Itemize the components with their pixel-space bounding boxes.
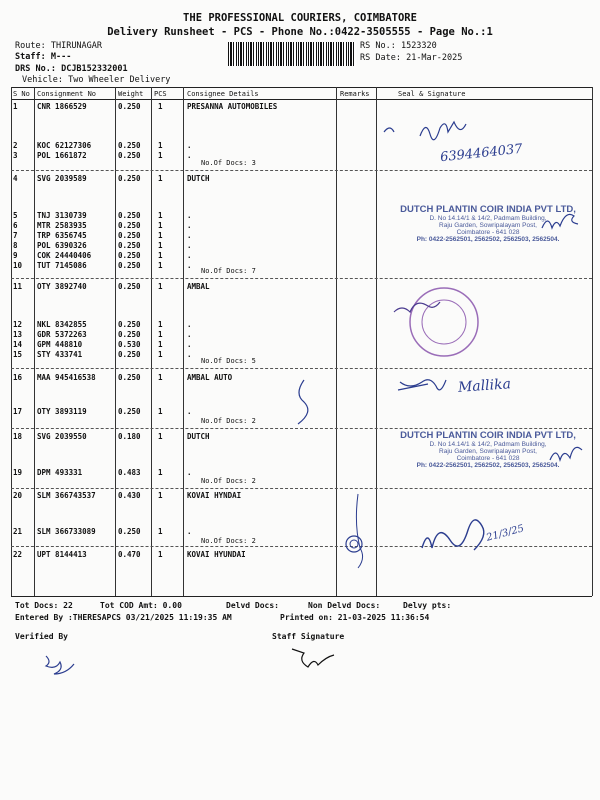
row-pcs: 1 [158, 251, 163, 260]
row-consignment-no: UPT 8144413 [37, 550, 87, 559]
row-sno: 16 [13, 373, 23, 382]
total-cod: Tot COD Amt: 0.00 [100, 601, 182, 610]
staff-value: M--- [50, 52, 72, 62]
route-line: Route: THIRUNAGAR [15, 41, 103, 51]
signature-mark [396, 372, 466, 402]
row-sno: 18 [13, 432, 23, 441]
table-header-rule [11, 99, 592, 100]
row-consignment-no: GDR 5372263 [37, 330, 87, 339]
route-value: THIRUNAGAR [50, 41, 103, 51]
row-pcs: 1 [158, 211, 163, 220]
vehicle-line: Vehicle: Two Wheeler Delivery [22, 75, 171, 85]
row-pcs: 1 [158, 221, 163, 230]
row-consignee: . [187, 527, 192, 536]
table-top-rule [11, 87, 592, 88]
col-rule [183, 87, 184, 596]
row-consignee: . [187, 320, 192, 329]
row-consignee: KOVAI HYNDAI [187, 491, 242, 500]
signature-mark [380, 118, 500, 158]
row-sno: 12 [13, 320, 23, 329]
row-pcs: 1 [158, 340, 163, 349]
signature-mark [540, 206, 590, 236]
group-rule [11, 488, 592, 489]
handwritten-name: Mallika [457, 376, 512, 396]
row-consignment-no: SLM 366733089 [37, 527, 96, 536]
row-weight: 0.250 [118, 373, 141, 382]
group-rule [11, 368, 592, 369]
drs-line: DRS No.: DCJB152332001 [15, 64, 128, 74]
col-header-seal-signature: Seal & Signature [398, 90, 466, 98]
row-consignee: AMBAL [187, 282, 210, 291]
row-sno: 13 [13, 330, 23, 339]
col-rule [376, 87, 377, 596]
row-sno: 22 [13, 550, 23, 559]
group-rule [11, 546, 592, 547]
row-consignee: . [187, 231, 192, 240]
company-stamp: DUTCH PLANTIN COIR INDIA PVT LTD, D. No 14.14/1 & 14/2, Padmam Building, Raju Garden, Sowripalayam Post, Coimbatore - 641 028 Ph: 0422-2562501, 2562502, 2562503, 2562504. [400, 430, 576, 469]
row-consignee: . [187, 151, 192, 160]
col-rule [11, 87, 12, 596]
pen-mark [288, 378, 318, 428]
row-weight: 0.530 [118, 340, 141, 349]
row-pcs: 1 [158, 241, 163, 250]
col-header-consignee: Consignee Details [187, 90, 259, 98]
row-weight: 0.250 [118, 102, 141, 111]
row-consignee: . [187, 350, 192, 359]
company-title: THE PROFESSIONAL COURIERS, COIMBATORE [183, 12, 417, 24]
row-sno: 14 [13, 340, 23, 349]
row-weight: 0.250 [118, 251, 141, 260]
row-consignee: AMBAL AUTO [187, 373, 233, 382]
row-sno: 3 [13, 151, 18, 160]
row-consignment-no: SLM 366743537 [37, 491, 96, 500]
row-consignment-no: STY 433741 [37, 350, 83, 359]
company-stamp: DUTCH PLANTIN COIR INDIA PVT LTD, D. No 14.14/1 & 14/2, Padmam Building, Raju Garden, Sowripalayam Post, Coimbatore - 641 028 Ph: 0422-2562501, 2562502, 2562503, 2562504. [400, 204, 576, 243]
row-weight: 0.250 [118, 241, 141, 250]
row-consignment-no: DPM 493331 [37, 468, 83, 477]
row-sno: 8 [13, 241, 18, 250]
col-rule [151, 87, 152, 596]
total-docs: Tot Docs: 22 [15, 601, 73, 610]
row-sno: 11 [13, 282, 23, 291]
signature-mark [418, 508, 498, 568]
staff-line: Staff: M--- [15, 52, 72, 62]
row-sno: 19 [13, 468, 23, 477]
row-consignee: DUTCH [187, 432, 210, 441]
table-bottom-rule [11, 596, 592, 597]
row-consignment-no: MAA 945416538 [37, 373, 96, 382]
row-consignee: . [187, 141, 192, 150]
row-pcs: 1 [158, 102, 163, 111]
row-sno: 17 [13, 407, 23, 416]
row-sno: 1 [13, 102, 18, 111]
row-sno: 15 [13, 350, 23, 359]
verified-by-label: Verified By [15, 632, 68, 641]
row-weight: 0.250 [118, 350, 141, 359]
row-pcs: 1 [158, 350, 163, 359]
verifier-signature [42, 650, 82, 680]
row-pcs: 1 [158, 491, 163, 500]
group-rule [11, 278, 592, 279]
row-consignee: . [187, 241, 192, 250]
col-rule [34, 87, 35, 596]
row-pcs: 1 [158, 527, 163, 536]
row-sno: 4 [13, 174, 18, 183]
pen-line [336, 492, 376, 572]
rs-date-line: RS Date: 21-Mar-2025 [360, 53, 463, 63]
col-header-remarks: Remarks [340, 90, 370, 98]
row-weight: 0.250 [118, 221, 141, 230]
entered-by: Entered By :THERESAPCS 03/21/2025 11:19:35 AM [15, 613, 232, 622]
row-weight: 0.250 [118, 261, 141, 270]
rs-date-value: 21-Mar-2025 [406, 53, 463, 63]
row-pcs: 1 [158, 407, 163, 416]
col-rule [115, 87, 116, 596]
row-consignment-no: COK 24440406 [37, 251, 92, 260]
group-rule [11, 170, 592, 171]
row-consignment-no: OTY 3892740 [37, 282, 87, 291]
row-consignment-no: TUT 7145086 [37, 261, 87, 270]
docs-count: No.Of Docs: 3 [201, 159, 256, 167]
row-weight: 0.250 [118, 527, 141, 536]
row-pcs: 1 [158, 320, 163, 329]
row-weight: 0.250 [118, 282, 141, 291]
row-consignment-no: OTY 3893119 [37, 407, 87, 416]
row-weight: 0.483 [118, 468, 141, 477]
row-pcs: 1 [158, 141, 163, 150]
drs-value: DCJB152332001 [61, 64, 128, 74]
handwritten-date: 21/3/25 [485, 523, 526, 544]
row-weight: 0.250 [118, 151, 141, 160]
row-consignee: . [187, 330, 192, 339]
row-sno: 20 [13, 491, 23, 500]
row-sno: 9 [13, 251, 18, 260]
row-sno: 2 [13, 141, 18, 150]
row-consignee: DUTCH [187, 174, 210, 183]
row-consignee: . [187, 211, 192, 220]
row-pcs: 1 [158, 468, 163, 477]
docs-count: No.Of Docs: 5 [201, 357, 256, 365]
col-header-sno: S No [13, 90, 30, 98]
row-consignment-no: SVG 2039550 [37, 432, 87, 441]
row-weight: 0.470 [118, 550, 141, 559]
row-pcs: 1 [158, 231, 163, 240]
row-consignee: . [187, 261, 192, 270]
docs-count: No.Of Docs: 2 [201, 537, 256, 545]
barcode [228, 42, 356, 66]
docs-count: No.Of Docs: 2 [201, 417, 256, 425]
col-header-weight: Weight [118, 90, 144, 98]
round-seal [392, 284, 502, 364]
staff-signature-label: Staff Signature [272, 632, 345, 641]
row-consignee: KOVAI HYUNDAI [187, 550, 246, 559]
rs-no-line: RS No.: 1523320 [360, 41, 437, 51]
row-consignment-no: KOC 62127306 [37, 141, 92, 150]
row-weight: 0.250 [118, 174, 141, 183]
row-consignee: . [187, 221, 192, 230]
row-weight: 0.180 [118, 432, 141, 441]
signature-mark [548, 432, 588, 472]
row-pcs: 1 [158, 432, 163, 441]
group-rule [11, 428, 592, 429]
staff-signature [288, 643, 338, 673]
row-weight: 0.250 [118, 211, 141, 220]
row-weight: 0.250 [118, 407, 141, 416]
delivered-docs: Delvd Docs: [226, 601, 279, 610]
row-weight: 0.250 [118, 330, 141, 339]
printed-on: Printed on: 21-03-2025 11:36:54 [280, 613, 430, 622]
row-sno: 21 [13, 527, 23, 536]
row-weight: 0.250 [118, 141, 141, 150]
row-consignee: . [187, 251, 192, 260]
runsheet-subtitle: Delivery Runsheet - PCS - Phone No.:0422-3505555 - Page No.:1 [107, 26, 493, 38]
delivery-points: Delvy pts: [403, 601, 452, 610]
vehicle-value: Two Wheeler Delivery [68, 75, 171, 85]
row-sno: 6 [13, 221, 18, 230]
row-consignment-no: NKL 8342855 [37, 320, 87, 329]
row-pcs: 1 [158, 151, 163, 160]
row-pcs: 1 [158, 261, 163, 270]
row-consignment-no: TRP 6356745 [37, 231, 87, 240]
rs-no-value: 1523320 [400, 41, 437, 51]
row-pcs: 1 [158, 550, 163, 559]
row-consignee: PRESANNA AUTOMOBILES [187, 102, 278, 111]
row-weight: 0.430 [118, 491, 141, 500]
row-pcs: 1 [158, 174, 163, 183]
row-pcs: 1 [158, 282, 163, 291]
row-consignment-no: POL 6390326 [37, 241, 87, 250]
row-consignee: . [187, 340, 192, 349]
row-sno: 10 [13, 261, 23, 270]
row-consignee: . [187, 468, 192, 477]
row-weight: 0.250 [118, 231, 141, 240]
row-consignment-no: MTR 2583935 [37, 221, 87, 230]
row-consignment-no: CNR 1866529 [37, 102, 87, 111]
docs-count: No.Of Docs: 2 [201, 477, 256, 485]
row-consignment-no: TNJ 3130739 [37, 211, 87, 220]
col-header-consignment: Consignment No [37, 90, 97, 98]
row-consignment-no: POL 1661872 [37, 151, 87, 160]
row-consignment-no: GPM 448810 [37, 340, 83, 349]
handwritten-phone: 6394464037 [439, 141, 524, 166]
row-pcs: 1 [158, 373, 163, 382]
col-header-pcs: PCS [154, 90, 167, 98]
row-weight: 0.250 [118, 320, 141, 329]
non-delivered-docs: Non Delvd Docs: [308, 601, 381, 610]
row-sno: 7 [13, 231, 18, 240]
row-pcs: 1 [158, 330, 163, 339]
row-consignee: . [187, 407, 192, 416]
col-rule [592, 87, 593, 596]
row-sno: 5 [13, 211, 18, 220]
row-consignment-no: SVG 2039589 [37, 174, 87, 183]
docs-count: No.Of Docs: 7 [201, 267, 256, 275]
